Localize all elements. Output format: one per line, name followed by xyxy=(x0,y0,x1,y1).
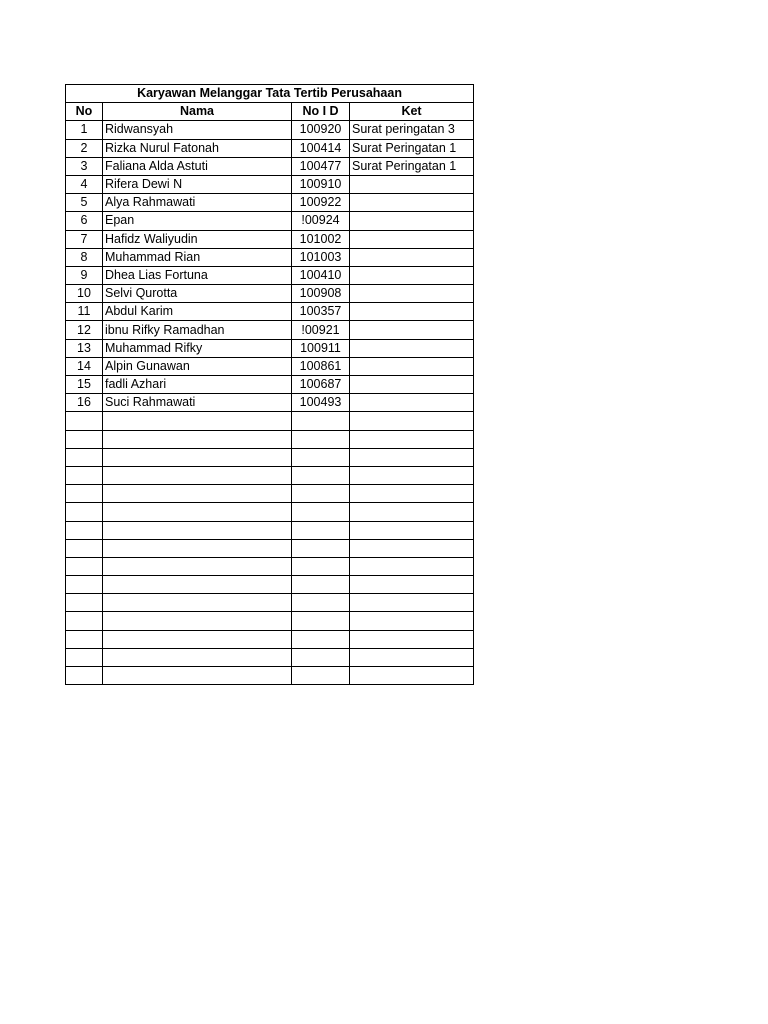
cell-ket[interactable] xyxy=(350,612,474,630)
cell-no-id[interactable]: 101003 xyxy=(292,248,350,266)
cell-no[interactable] xyxy=(66,630,103,648)
table-row xyxy=(66,248,474,266)
table-row xyxy=(66,521,474,539)
cell-no-id[interactable] xyxy=(292,466,350,484)
cell-no[interactable]: 3 xyxy=(66,157,103,175)
table-row xyxy=(66,485,474,503)
cell-no-id[interactable] xyxy=(292,485,350,503)
cell-ket[interactable] xyxy=(350,175,474,193)
cell-no-id[interactable]: 100861 xyxy=(292,357,350,375)
cell-nama[interactable] xyxy=(103,485,292,503)
table-body xyxy=(66,121,474,685)
cell-no[interactable] xyxy=(66,430,103,448)
table-row xyxy=(66,667,474,685)
cell-nama[interactable]: Alya Rahmawati xyxy=(103,194,292,212)
cell-nama[interactable] xyxy=(103,594,292,612)
cell-no[interactable]: 5 xyxy=(66,194,103,212)
cell-nama[interactable] xyxy=(103,466,292,484)
cell-nama[interactable] xyxy=(103,448,292,466)
cell-no-id[interactable] xyxy=(292,503,350,521)
table-row xyxy=(66,303,474,321)
cell-nama[interactable] xyxy=(103,412,292,430)
cell-nama[interactable]: Faliana Alda Astuti xyxy=(103,157,292,175)
cell-no[interactable]: 4 xyxy=(66,175,103,193)
cell-ket[interactable]: Surat Peringatan 1 xyxy=(350,157,474,175)
table-row xyxy=(66,430,474,448)
cell-ket[interactable] xyxy=(350,503,474,521)
cell-no-id[interactable]: 100922 xyxy=(292,194,350,212)
cell-nama[interactable] xyxy=(103,667,292,685)
cell-no[interactable] xyxy=(66,667,103,685)
spreadsheet-area xyxy=(65,84,474,685)
cell-nama[interactable] xyxy=(103,521,292,539)
table-row xyxy=(66,266,474,284)
cell-ket[interactable] xyxy=(350,539,474,557)
cell-no-id[interactable]: 100920 xyxy=(292,121,350,139)
cell-no[interactable]: 2 xyxy=(66,139,103,157)
cell-no[interactable] xyxy=(66,576,103,594)
cell-no[interactable] xyxy=(66,648,103,666)
cell-ket[interactable] xyxy=(350,648,474,666)
cell-nama[interactable] xyxy=(103,539,292,557)
cell-nama[interactable] xyxy=(103,576,292,594)
cell-nama[interactable]: Epan xyxy=(103,212,292,230)
cell-nama[interactable] xyxy=(103,648,292,666)
cell-ket[interactable] xyxy=(350,285,474,303)
cell-nama[interactable]: Rizka Nurul Fatonah xyxy=(103,139,292,157)
cell-ket[interactable] xyxy=(350,230,474,248)
cell-nama[interactable]: Selvi Qurotta xyxy=(103,285,292,303)
cell-ket[interactable] xyxy=(350,339,474,357)
cell-no[interactable]: 13 xyxy=(66,339,103,357)
cell-ket[interactable]: Surat peringatan 3 xyxy=(350,121,474,139)
cell-nama[interactable]: Ridwansyah xyxy=(103,121,292,139)
table-row xyxy=(66,503,474,521)
cell-no-id[interactable]: 100908 xyxy=(292,285,350,303)
cell-no-id[interactable]: 100410 xyxy=(292,266,350,284)
table-row xyxy=(66,394,474,412)
cell-no[interactable] xyxy=(66,594,103,612)
table-row xyxy=(66,157,474,175)
cell-ket[interactable] xyxy=(350,448,474,466)
cell-no[interactable]: 14 xyxy=(66,357,103,375)
cell-nama[interactable]: ibnu Rifky Ramadhan xyxy=(103,321,292,339)
cell-no-id[interactable]: 100911 xyxy=(292,339,350,357)
cell-no[interactable]: 16 xyxy=(66,394,103,412)
cell-nama[interactable]: Abdul Karim xyxy=(103,303,292,321)
table-row xyxy=(66,285,474,303)
table-row xyxy=(66,594,474,612)
cell-no[interactable] xyxy=(66,612,103,630)
cell-nama[interactable]: Hafidz Waliyudin xyxy=(103,230,292,248)
cell-no[interactable] xyxy=(66,448,103,466)
table-row xyxy=(66,630,474,648)
cell-ket[interactable] xyxy=(350,376,474,394)
table-row xyxy=(66,212,474,230)
cell-no-id[interactable] xyxy=(292,430,350,448)
cell-no[interactable] xyxy=(66,466,103,484)
cell-nama[interactable]: Alpin Gunawan xyxy=(103,357,292,375)
table-row xyxy=(66,412,474,430)
table-row xyxy=(66,448,474,466)
cell-no-id[interactable] xyxy=(292,594,350,612)
header-row xyxy=(66,103,474,121)
cell-nama[interactable]: Rifera Dewi N xyxy=(103,175,292,193)
cell-no-id[interactable]: 100493 xyxy=(292,394,350,412)
cell-ket[interactable] xyxy=(350,194,474,212)
cell-nama[interactable]: Muhammad Rian xyxy=(103,248,292,266)
cell-no[interactable]: 15 xyxy=(66,376,103,394)
table-row xyxy=(66,466,474,484)
cell-nama[interactable]: Suci Rahmawati xyxy=(103,394,292,412)
cell-ket[interactable] xyxy=(350,630,474,648)
title-row xyxy=(66,85,474,103)
cell-no[interactable]: 11 xyxy=(66,303,103,321)
table-row xyxy=(66,376,474,394)
cell-nama[interactable] xyxy=(103,630,292,648)
table-row xyxy=(66,612,474,630)
cell-no[interactable]: 7 xyxy=(66,230,103,248)
table-row xyxy=(66,539,474,557)
cell-no-id[interactable]: 100477 xyxy=(292,157,350,175)
cell-no-id[interactable]: !00921 xyxy=(292,321,350,339)
cell-no[interactable] xyxy=(66,485,103,503)
cell-no-id[interactable] xyxy=(292,667,350,685)
cell-ket[interactable]: Surat Peringatan 1 xyxy=(350,139,474,157)
cell-ket[interactable] xyxy=(350,430,474,448)
cell-no[interactable] xyxy=(66,521,103,539)
table-row xyxy=(66,121,474,139)
cell-ket[interactable] xyxy=(350,521,474,539)
cell-nama[interactable] xyxy=(103,503,292,521)
table-row xyxy=(66,576,474,594)
table-row xyxy=(66,139,474,157)
cell-no-id[interactable]: 101002 xyxy=(292,230,350,248)
cell-no[interactable]: 12 xyxy=(66,321,103,339)
cell-no-id[interactable]: 100687 xyxy=(292,376,350,394)
cell-no-id[interactable] xyxy=(292,648,350,666)
cell-ket[interactable] xyxy=(350,594,474,612)
cell-no-id[interactable] xyxy=(292,630,350,648)
table-row xyxy=(66,357,474,375)
cell-no-id[interactable]: !00924 xyxy=(292,212,350,230)
cell-nama[interactable]: Muhammad Rifky xyxy=(103,339,292,357)
cell-nama[interactable] xyxy=(103,612,292,630)
cell-no-id[interactable] xyxy=(292,521,350,539)
table-row xyxy=(66,557,474,575)
cell-no[interactable] xyxy=(66,412,103,430)
cell-ket[interactable] xyxy=(350,357,474,375)
cell-nama[interactable] xyxy=(103,557,292,575)
cell-ket[interactable] xyxy=(350,321,474,339)
cell-nama[interactable]: Dhea Lias Fortuna xyxy=(103,266,292,284)
cell-no-id[interactable] xyxy=(292,539,350,557)
table-row xyxy=(66,194,474,212)
cell-ket[interactable] xyxy=(350,667,474,685)
cell-ket[interactable] xyxy=(350,266,474,284)
cell-no[interactable]: 8 xyxy=(66,248,103,266)
cell-no[interactable] xyxy=(66,503,103,521)
table-row xyxy=(66,321,474,339)
cell-no[interactable] xyxy=(66,539,103,557)
table-row xyxy=(66,230,474,248)
header-no[interactable]: No xyxy=(66,103,103,121)
cell-no[interactable] xyxy=(66,557,103,575)
cell-ket[interactable] xyxy=(350,485,474,503)
cell-no-id[interactable]: 100414 xyxy=(292,139,350,157)
table-row xyxy=(66,648,474,666)
cell-ket[interactable] xyxy=(350,466,474,484)
table-row xyxy=(66,339,474,357)
cell-no-id[interactable]: 100357 xyxy=(292,303,350,321)
cell-ket[interactable] xyxy=(350,412,474,430)
cell-no-id[interactable] xyxy=(292,576,350,594)
cell-no[interactable]: 10 xyxy=(66,285,103,303)
cell-ket[interactable] xyxy=(350,394,474,412)
cell-no-id[interactable] xyxy=(292,557,350,575)
cell-no-id[interactable] xyxy=(292,612,350,630)
cell-nama[interactable] xyxy=(103,430,292,448)
cell-ket[interactable] xyxy=(350,557,474,575)
cell-no[interactable]: 9 xyxy=(66,266,103,284)
cell-no-id[interactable] xyxy=(292,448,350,466)
header-nama[interactable]: Nama xyxy=(103,103,292,121)
header-ket[interactable]: Ket xyxy=(350,103,474,121)
cell-ket[interactable] xyxy=(350,248,474,266)
violations-table xyxy=(65,84,474,685)
cell-no-id[interactable]: 100910 xyxy=(292,175,350,193)
cell-ket[interactable] xyxy=(350,576,474,594)
cell-no[interactable]: 1 xyxy=(66,121,103,139)
header-no-id[interactable]: No I D xyxy=(292,103,350,121)
cell-no-id[interactable] xyxy=(292,412,350,430)
cell-ket[interactable] xyxy=(350,303,474,321)
cell-no[interactable]: 6 xyxy=(66,212,103,230)
cell-ket[interactable] xyxy=(350,212,474,230)
cell-nama[interactable]: fadli Azhari xyxy=(103,376,292,394)
table-title[interactable]: Karyawan Melanggar Tata Tertib Perusahaan xyxy=(66,85,474,103)
table-row xyxy=(66,175,474,193)
